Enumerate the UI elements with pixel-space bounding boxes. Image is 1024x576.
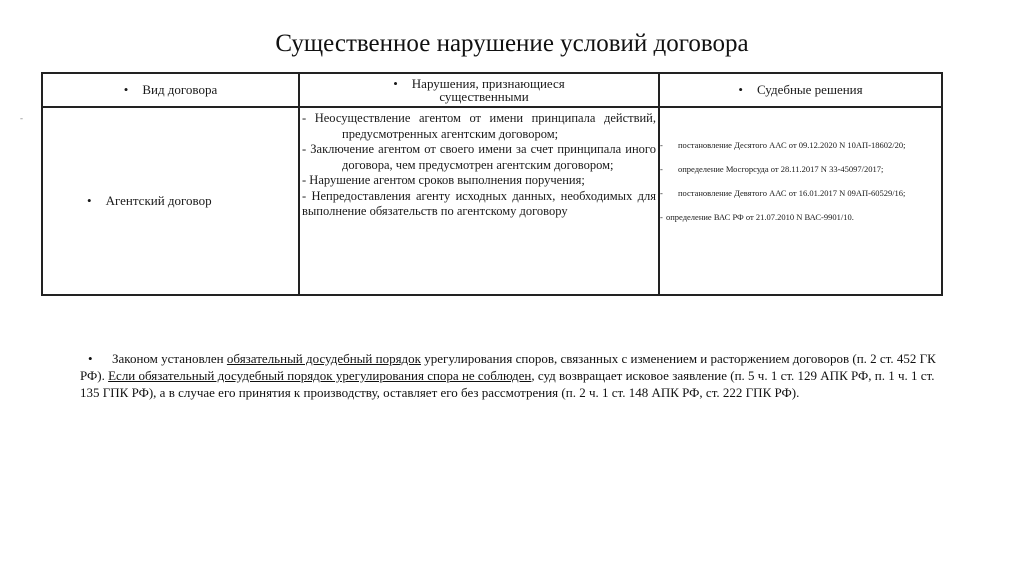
header-bullet: • — [738, 82, 743, 97]
decision-dash: - — [660, 188, 663, 198]
decision-text: определение Мосгорсуда от 28.11.2017 N 33-45097/2017; — [678, 164, 884, 174]
contract-type-label: Агентский договор — [105, 193, 212, 208]
paragraph-bullet: • — [88, 351, 93, 366]
header-label: Судебные решения — [756, 82, 863, 97]
decision-dash: - — [660, 212, 663, 222]
header-contract-type — [42, 73, 299, 107]
violation-item: - Неосуществление агентом от имени принципала действий, предусмотренных агентским договором; — [302, 111, 656, 141]
header-bullet: • — [123, 82, 129, 97]
cell-violations — [299, 107, 659, 295]
row-bullet: • — [87, 193, 92, 208]
violation-item: - Заключение агентом от своего имени за счет принципала иного договора, чем предусмотрен агентским договором; — [302, 142, 656, 172]
table-row — [42, 107, 942, 295]
paragraph-part3: урегулирования споров, связанных с изменением и расторжением договоров (п. 2 ст. 452 ГК РФ). — [80, 351, 936, 383]
decision-item — [660, 188, 941, 199]
paragraph-part1: Законом установлен — [112, 351, 227, 366]
paragraph-text — [80, 350, 940, 401]
paragraph-underlined-2: Если обязательный досудебный порядок урегулирования спора не соблюден — [108, 368, 532, 383]
decision-dash: - — [660, 140, 663, 150]
cell-contract-type — [42, 107, 299, 295]
violation-item: - Непредоставления агенту исходных данных, необходимых для выполнение обязательств по агентскому договору — [302, 188, 656, 218]
header-label: Вид договора — [142, 82, 218, 97]
law-paragraph — [80, 350, 940, 401]
cell-decisions — [659, 107, 942, 295]
decision-item — [660, 140, 941, 151]
table-header-row — [42, 73, 942, 107]
header-label-line2: существенными — [439, 89, 529, 104]
header-decisions — [659, 73, 942, 107]
slide-title: Существенное нарушение условий договора — [275, 30, 749, 57]
header-violations — [299, 73, 659, 107]
decision-item — [660, 212, 941, 223]
paragraph-underlined-1: обязательный досудебный порядок — [226, 351, 421, 366]
paragraph-part5: , суд возвращает исковое заявление (п. 5 ч. 1 ст. 129 АПК РФ, п. 1 ч. 1 ст. 135 ГПК РФ), а в случае его принятия к производству, оставляет его без рассмотрения (п. 2 ч. 1 ст. 148 АПК РФ, ст. 222 ГПК РФ). — [80, 368, 935, 400]
violation-item: - Нарушение агентом сроков выполнения поручения; — [302, 173, 585, 187]
decision-text: определение ВАС РФ от 21.07.2010 N ВАС-9901/10. — [666, 212, 854, 222]
decision-text: постановление Девятого ААС от 16.01.2017 N 09АП-60529/16; — [678, 188, 906, 198]
header-label: Нарушения, признающиеся — [411, 76, 565, 91]
decision-dash: - — [660, 164, 663, 174]
corner-mark: - — [20, 113, 23, 123]
decision-item — [660, 164, 941, 175]
violations-table — [41, 72, 943, 296]
header-bullet: • — [393, 76, 398, 91]
decision-text: постановление Десятого ААС от 09.12.2020 N 10АП-18602/20; — [678, 140, 906, 150]
